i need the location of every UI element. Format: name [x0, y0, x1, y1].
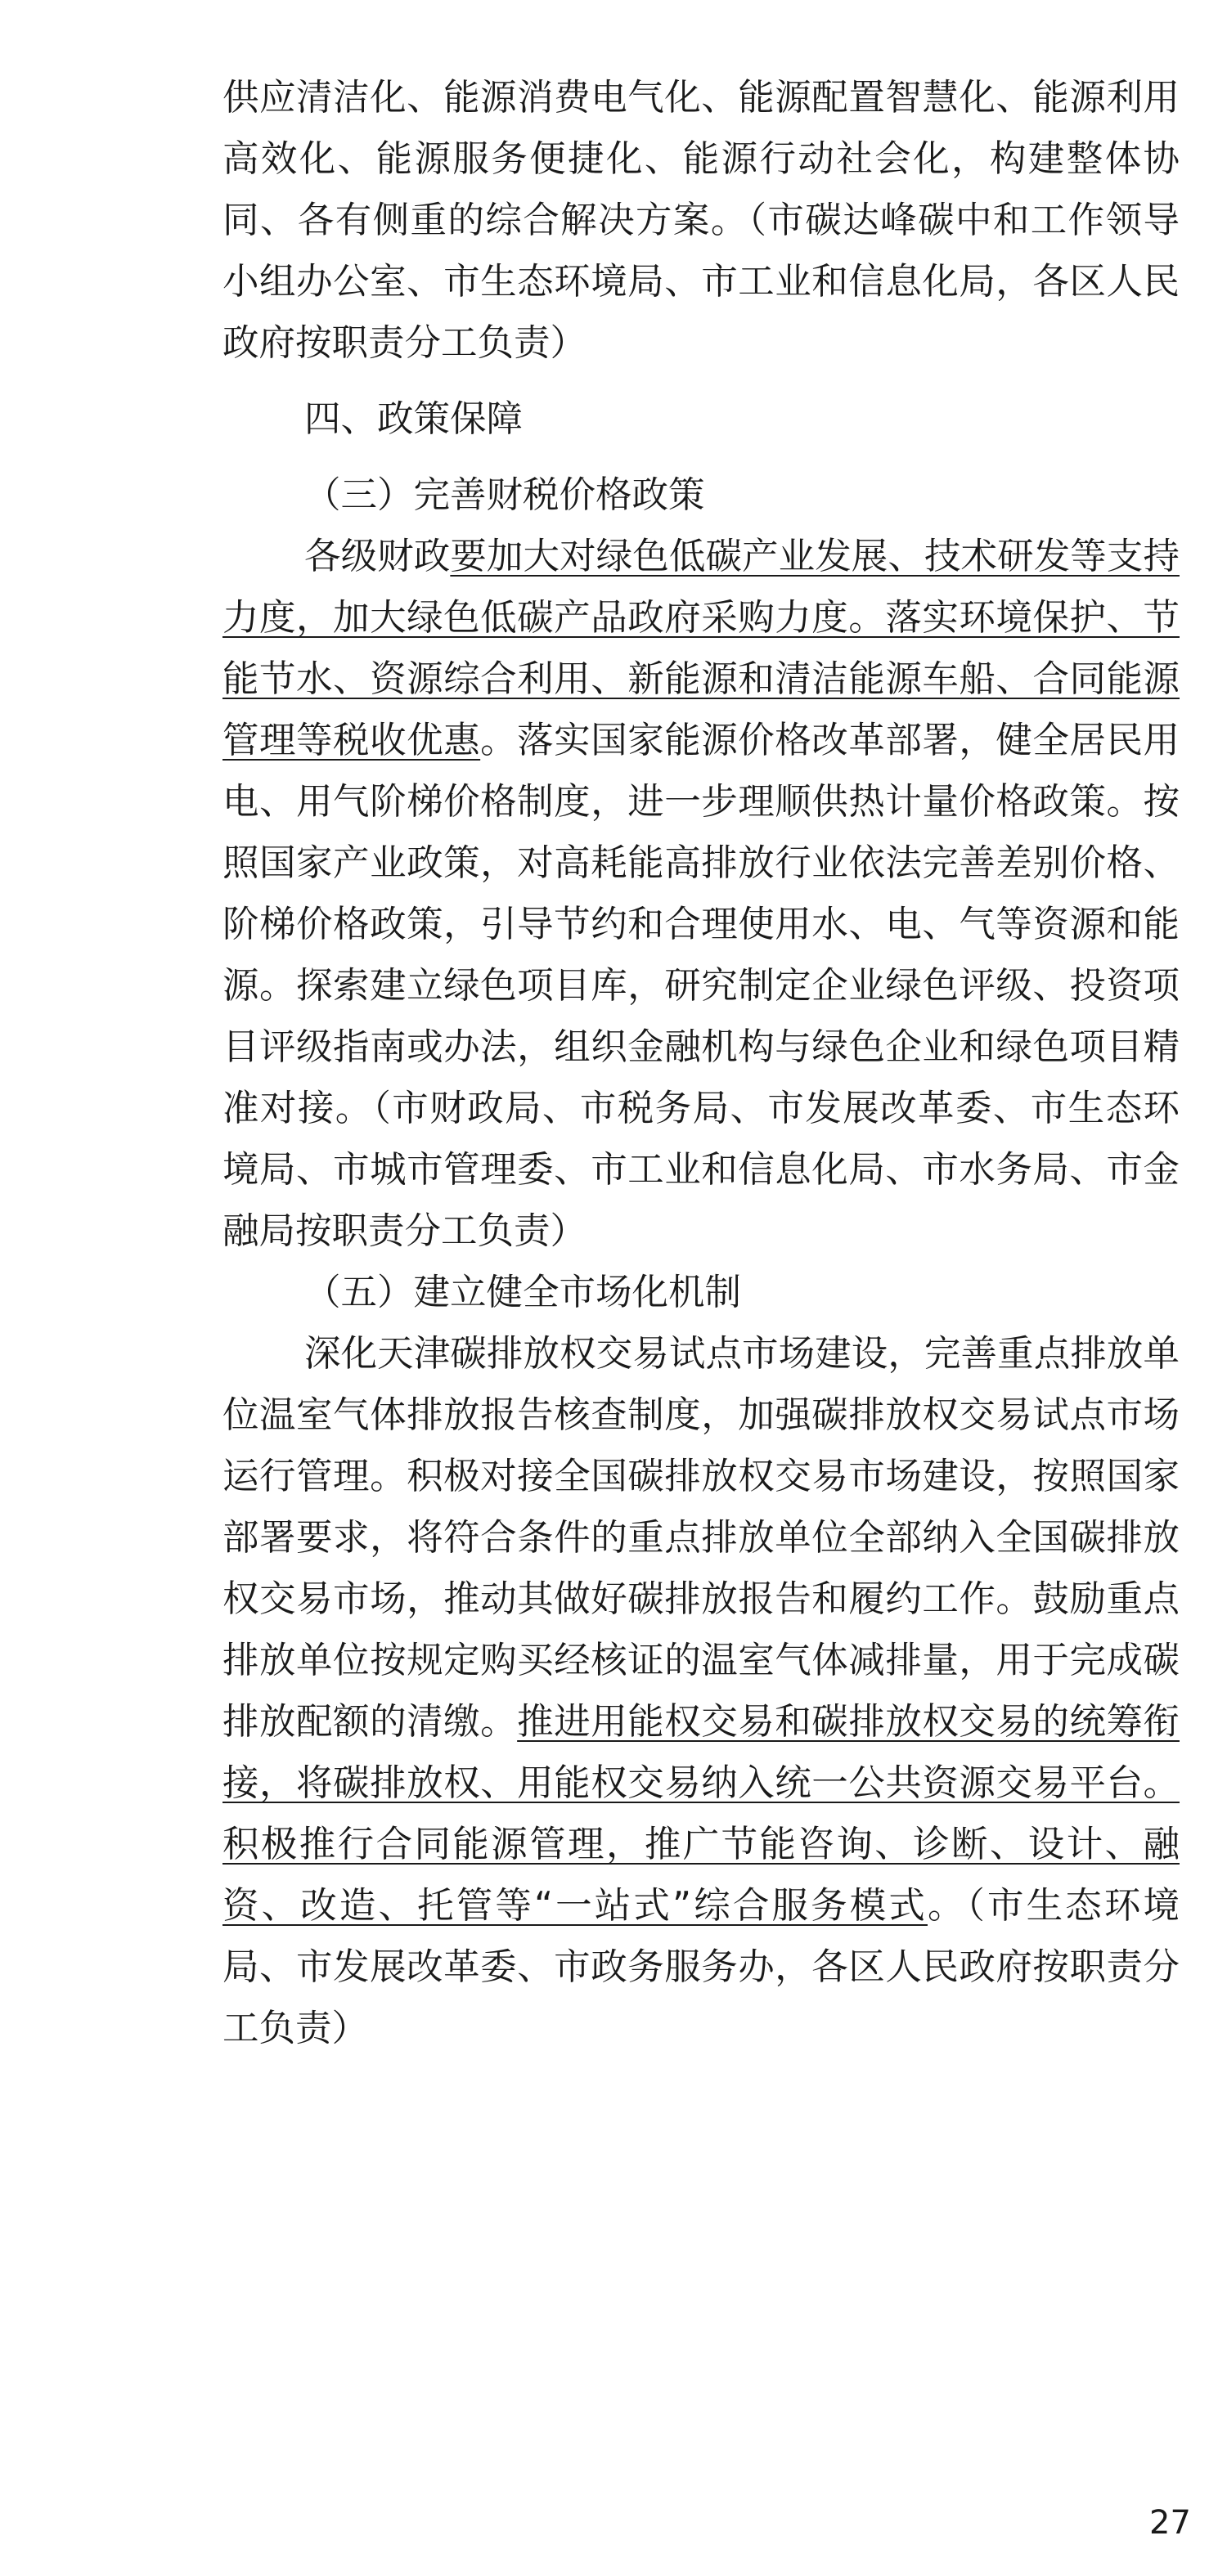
text-segment: 。落实国家能源价格改革部署，健全居民用电、用气阶梯价格制度，进一步理顺供热计量价格政策。按照国家产业政策，对高耗能高排放行业依法完善差别价格、阶梯价格政策，引导节约和合理使用水、电、气等资源和能源。探索建立绿色项目库，研究制定企业绿色评级、投资项目评级指南或办法，组织金融机构与绿色企业和绿色项目精准对接。（市财政局、市税务局、市发展改革委、市生态环境局、市城市管理委、市工业和信息化局、市水务局、市金融局按职责分工负责）	[222, 720, 1180, 1252]
section-heading-policy-guarantee	[222, 388, 1180, 450]
paragraph-market-mechanism	[222, 1323, 1180, 2059]
document-body	[222, 67, 1180, 2059]
text-segment: （五）建立健全市场化机制	[304, 1272, 742, 1313]
paragraph-intro	[222, 67, 1180, 374]
text-segment: （三）完善财税价格政策	[304, 474, 705, 516]
paragraph-fiscal-policy	[222, 526, 1180, 1262]
underlined-text-segment: 要加大对绿色低碳产业发展、技术研发等支持力度，加大绿色低碳产品政府采购力度。落实环境保护、节能节水、资源综合利用、新能源和清洁能源车船、合同能源管理等税收优惠	[222, 536, 1180, 761]
page-number: 27	[1149, 2504, 1191, 2542]
underlined-text-segment: 推进用能权交易和碳排放权交易的统筹衔接，将碳排放权、用能权交易纳入统一公共资源交易平台。积极推行合同能源管理，推广节能咨询、诊断、设计、融资、改造、托管等“一站式”综合服务模式	[222, 1701, 1180, 1927]
text-segment: 深化天津碳排放权交易试点市场建设，完善重点排放单位温室气体排放报告核查制度，加强碳排放权交易试点市场运行管理。积极对接全国碳排放权交易市场建设，按照国家部署要求，将符合条件的重点排放单位全部纳入全国碳排放权交易市场，推动其做好碳排放报告和履约工作。鼓励重点排放单位按规定购买经核证的温室气体减排量，用于完成碳排放配额的清缴。	[222, 1333, 1180, 1743]
text-segment: 。（市生态环境局、市发展改革委、市政务服务办，各区人民政府按职责分工负责）	[222, 1885, 1180, 2049]
subsection-heading-market-mechanism	[222, 1262, 1180, 1323]
text-segment: 四、政策保障	[304, 398, 524, 440]
subsection-heading-fiscal-price	[222, 464, 1180, 526]
text-segment: 各级财政	[304, 536, 451, 577]
text-segment: 供应清洁化、能源消费电气化、能源配置智慧化、能源利用高效化、能源服务便捷化、能源行动社会化，构建整体协同、各有侧重的综合解决方案。（市碳达峰碳中和工作领导小组办公室、市生态环境局、市工业和信息化局，各区人民政府按职责分工负责）	[222, 77, 1180, 364]
